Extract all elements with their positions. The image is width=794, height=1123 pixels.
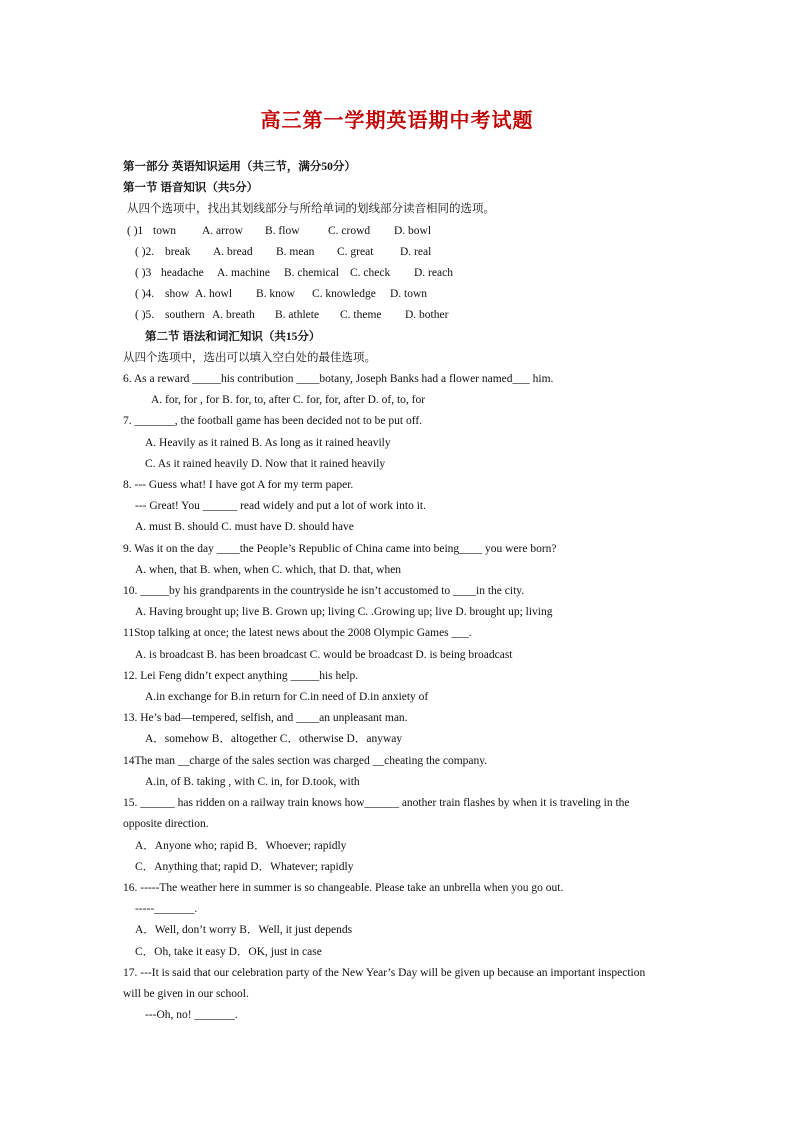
question-14-options: A.in, of B. taking , with C. in, for D.took, with [145,775,360,788]
phonetics-item [123,305,663,326]
exam-body [123,157,663,1026]
option-d: D. reach [414,267,453,280]
question-9-options: A. when, that B. when, when C. which, that D. that, when [135,563,402,576]
option-a: A. machine [217,267,271,280]
question-9: 9. Was it on the day ____the People’s Republic of China came into being____ you were born? [123,542,557,555]
phonetics-number: ( )4. [135,288,155,301]
section2-heading: 第二节 语法和词汇知识（共15分） [145,330,321,343]
option-b: B. athlete [275,309,320,322]
phonetics-item [123,284,663,305]
phonetics-item [123,221,663,242]
phonetics-item [123,242,663,263]
question-7-options: C. As it rained heavily D. Now that it rained heavily [145,457,386,470]
phonetics-number: ( )5. [135,309,155,322]
question-7: 7. _______, the football game has been decided not to be put off. [123,415,423,428]
question-8-reply: --- Great! You ______ read widely and put a lot of work into it. [135,500,426,513]
question-12-options: A.in exchange for B.in return for C.in need of D.in anxiety of [145,691,429,704]
question-15-options: C．Anything that; rapid D．Whatever; rapidly [135,860,354,873]
question-12: 12. Lei Feng didn’t expect anything _____his help. [123,669,359,682]
option-c: C. check [350,267,391,280]
question-14: 14The man __charge of the sales section was charged __cheating the company. [123,754,488,767]
question-17-reply: ---Oh, no! _______. [145,1009,238,1022]
question-11: 11Stop talking at once; the latest news about the 2008 Olympic Games ___. [123,627,472,640]
option-a: A. arrow [202,224,243,237]
question-16: 16. -----The weather here in summer is so changeable. Please take an unbrella when you go out. [123,881,564,894]
phonetics-number: ( )2. [135,245,155,258]
question-6: 6. As a reward _____his contribution ____botany, Joseph Banks had a flower named___ him. [123,373,554,386]
option-d: D. bowl [394,224,432,237]
option-c: C. theme [340,309,382,322]
question-13-options: A．somehow B．altogether C．otherwise D．anyway [145,733,403,746]
section2-instruction: 从四个选项中，选出可以填入空白处的最佳选项。 [123,351,376,364]
option-c: C. knowledge [312,288,376,301]
section1-heading: 第一节 语音知识（共5分） [123,182,259,195]
phonetics-stem: southern [165,309,205,322]
option-d: D. real [400,245,432,258]
option-b: B. know [256,288,295,301]
exam-title: 高三第一学期英语期中考试题 [260,110,534,132]
question-15-options: A．Anyone who; rapid B．Whoever; rapidly [135,839,347,852]
question-16-reply: -----_______. [135,903,198,916]
option-a: A. breath [212,309,255,322]
question-16-options: A．Well, don’t worry B．Well, it just depends [135,924,353,937]
question-11-options: A. is broadcast B. has been broadcast C. would be broadcast D. is being broadcast [135,648,513,661]
option-b: B. mean [276,245,315,258]
phonetics-number: ( )1 [127,224,144,237]
question-16-options: C．Oh, take it easy D．OK, just in case [135,945,322,958]
question-8: 8. --- Guess what! I have got A for my term paper. [123,479,354,492]
section1-instruction: 从四个选项中，找出其划线部分与所给单词的划线部分读音相同的选项。 [127,203,495,216]
phonetics-stem: town [153,224,176,237]
part1-heading: 第一部分 英语知识运用（共三节，满分50分） [123,161,356,173]
question-13: 13. He’s bad—tempered, selfish, and ____an unpleasant man. [123,712,408,725]
option-b: B. chemical [284,267,339,280]
phonetics-number: ( )3 [135,267,152,280]
option-d: D. bother [405,309,449,322]
option-c: C. crowd [328,224,371,237]
question-8-options: A. must B. should C. must have D. should have [135,521,354,534]
phonetics-stem: break [165,245,191,258]
question-7-options: A. Heavily as it rained B. As long as it rained heavily [145,436,391,449]
option-c: C. great [337,245,374,258]
question-15: 15. ______ has ridden on a railway train knows how______ another train flashes by when it is traveling in the opposite direction. [123,797,630,831]
option-b: B. flow [265,224,300,237]
question-6-options: A. for, for , for B. for, to, after C. for, for, after D. of, to, for [151,394,426,407]
option-a: A. howl [195,288,233,301]
question-10-options: A. Having brought up; live B. Grown up; living C. .Growing up; live D. brought up; living [135,606,553,619]
phonetics-stem: show [165,288,190,301]
option-a: A. bread [213,245,253,258]
question-17: 17. ---It is said that our celebration party of the New Year’s Day will be given up because an important inspection will be given in our school. [123,966,646,1000]
option-d: D. town [390,288,428,301]
phonetics-stem: headache [161,267,204,280]
question-10: 10. _____by his grandparents in the countryside he isn’t accustomed to ____in the city. [123,585,525,598]
phonetics-item [123,263,663,284]
